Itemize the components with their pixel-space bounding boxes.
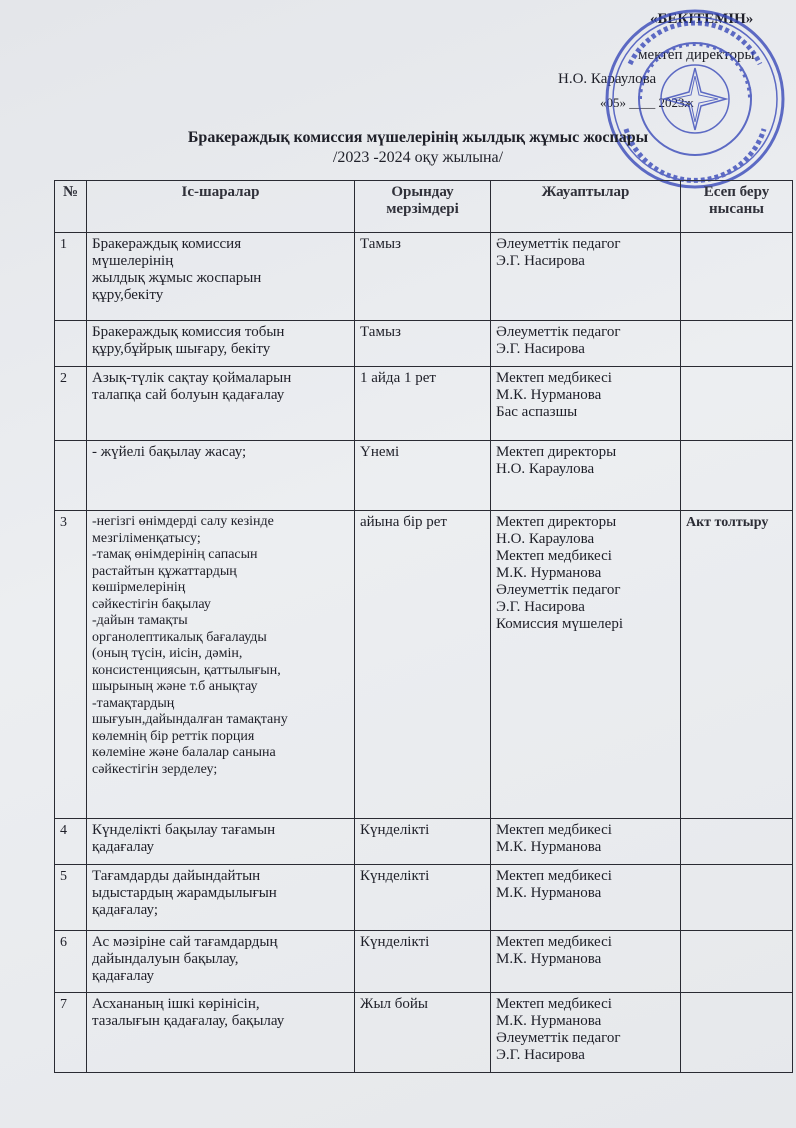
row-responsible: Әлеуметтік педагог Э.Г. Насирова (491, 233, 681, 321)
table-header-row (55, 181, 793, 233)
row-activity: Асхананың ішкі көрінісін, тазалығын қадағалау, бақылау (87, 993, 355, 1073)
row-number: 4 (55, 819, 87, 865)
row-deadline: Тамыз (355, 233, 491, 321)
row-number: 7 (55, 993, 87, 1073)
row-report (681, 367, 793, 441)
table-row (55, 321, 793, 367)
approval-name: Н.О. Караулова (558, 71, 657, 87)
approval-date: «05» ____ 2023ж (600, 95, 694, 110)
table-row (55, 865, 793, 931)
row-number: 1 (55, 233, 87, 321)
row-deadline: Күнделікті (355, 931, 491, 993)
row-deadline: Күнделікті (355, 819, 491, 865)
header-activity: Іс-шаралар (87, 181, 355, 233)
row-responsible: Мектеп медбикесі М.К. Нурманова Әлеуметтік педагог Э.Г. Насирова (491, 993, 681, 1073)
row-responsible: Әлеуметтік педагог Э.Г. Насирова (491, 321, 681, 367)
table-row (55, 367, 793, 441)
table-row (55, 819, 793, 865)
row-report (681, 441, 793, 511)
header-num: № (55, 181, 87, 233)
title-line-2: /2023 -2024 оқу жылына/ (332, 149, 504, 166)
row-responsible: Мектеп медбикесі М.К. Нурманова (491, 865, 681, 931)
row-number: 6 (55, 931, 87, 993)
table-row (55, 233, 793, 321)
row-report (681, 993, 793, 1073)
row-activity: Бракераждық комиссия тобын құру,бұйрық шығару, бекіту (87, 321, 355, 367)
row-deadline: 1 айда 1 рет (355, 367, 491, 441)
table-row (55, 931, 793, 993)
row-activity: Күнделікті бақылау тағамын қадағалау (87, 819, 355, 865)
row-deadline: Жыл бойы (355, 993, 491, 1073)
table-row (55, 441, 793, 511)
row-responsible: Мектеп медбикесі М.К. Нурманова (491, 931, 681, 993)
row-deadline: Үнемі (355, 441, 491, 511)
header-responsible: Жауаптылар (491, 181, 681, 233)
row-deadline: айына бір рет (355, 511, 491, 819)
approval-heading: «БЕКІТЕМІН» (650, 11, 754, 27)
row-responsible: Мектеп директоры Н.О. Караулова (491, 441, 681, 511)
document-title (0, 128, 796, 168)
row-activity: - жүйелі бақылау жасау; (87, 441, 355, 511)
row-activity: Азық-түлік сақтау қоймаларын талапқа сай болуын қадағалау (87, 367, 355, 441)
row-report (681, 321, 793, 367)
row-report (681, 931, 793, 993)
row-number: 3 (55, 511, 87, 819)
table-row (55, 511, 793, 819)
header-report: Есеп беру нысаны (681, 181, 793, 233)
approval-position: мектеп директоры (638, 47, 755, 63)
row-activity: -негізгі өнімдерді салу кезінде мезгіліменқатысу; -тамақ өнімдерінің сапасын растайтын құжаттардың көшірмелерінің сәйкестігін бақылау -дайын тамақты органолептикалық бағалауды (оның түсін, иісін, дәмін, консистенциясын, қаттылығын, шырының және т.б анықтау -тамақтардың шығуын,дайындалған тамақтану көлемнің бір реттік порция көлеміне және балалар санына сәйкестігін зерделеу; (87, 511, 355, 819)
row-responsible: Мектеп директоры Н.О. Караулова Мектеп медбикесі М.К. Нурманова Әлеуметтік педагог Э.Г. Насирова Комиссия мүшелері (491, 511, 681, 819)
row-deadline: Тамыз (355, 321, 491, 367)
table-row (55, 993, 793, 1073)
row-number (55, 441, 87, 511)
row-report: Акт толтыру (681, 511, 793, 819)
row-report (681, 233, 793, 321)
row-number: 5 (55, 865, 87, 931)
row-report (681, 865, 793, 931)
row-activity: Бракераждық комиссия мүшелерінің жылдық жұмыс жоспарын құру,бекіту (87, 233, 355, 321)
row-number (55, 321, 87, 367)
row-responsible: Мектеп медбикесі М.К. Нурманова Бас аспазшы (491, 367, 681, 441)
title-line-1: Бракераждық комиссия мүшелерінің жылдық жұмыс жоспары (187, 129, 649, 146)
row-activity: Ас мәзіріне сай тағамдардың дайындалуын бақылау, қадағалау (87, 931, 355, 993)
row-responsible: Мектеп медбикесі М.К. Нурманова (491, 819, 681, 865)
work-plan-table (54, 180, 793, 1073)
row-number: 2 (55, 367, 87, 441)
row-deadline: Күнделікті (355, 865, 491, 931)
row-report (681, 819, 793, 865)
row-activity: Тағамдарды дайындайтын ыдыстардың жарамдылығын қадағалау; (87, 865, 355, 931)
header-deadline: Орындау мерзімдері (355, 181, 491, 233)
